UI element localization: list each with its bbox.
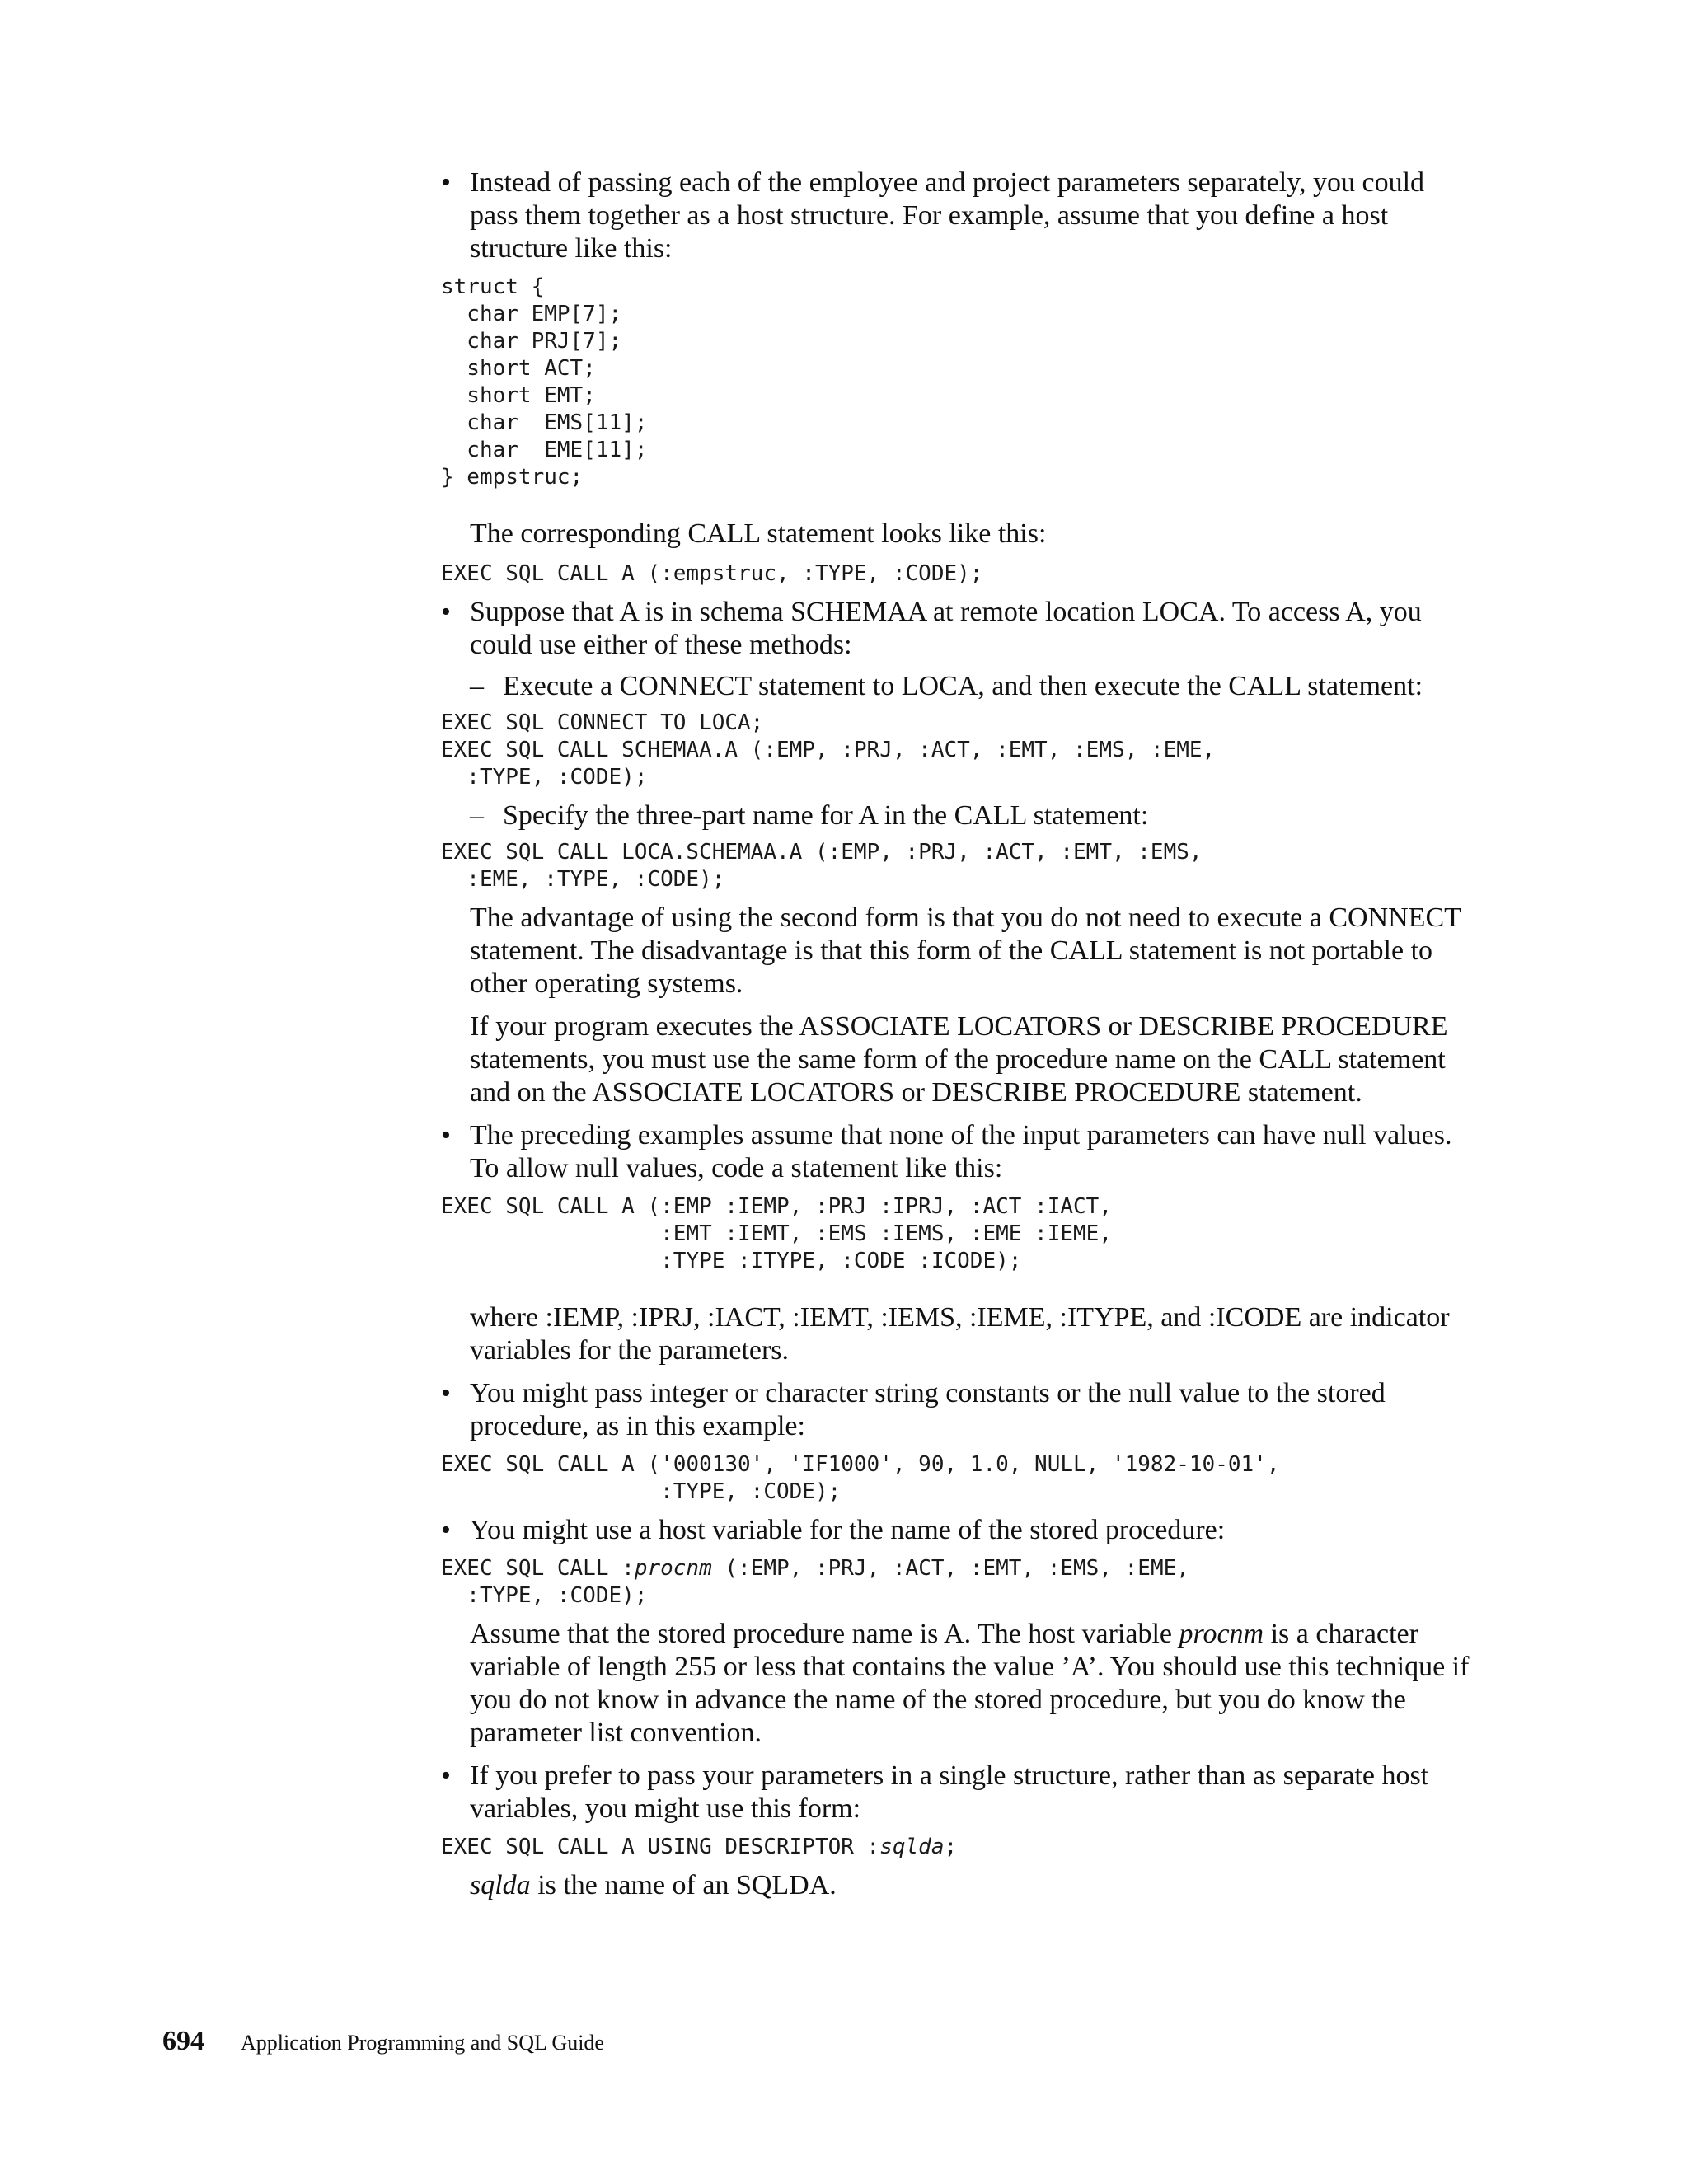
- bullet-item: [441, 166, 1479, 265]
- code-variable: procnm: [634, 1556, 712, 1581]
- bullet-item: [441, 1119, 1479, 1185]
- bullet-mark: •: [441, 1120, 451, 1151]
- bullet-text: Instead of passing each of the employee and project parameters separately, you could pass them together as a host structure. For example, assume that you define a host structure like this:: [470, 167, 1425, 264]
- dash-item: [470, 670, 1479, 703]
- bullet-mark: •: [441, 1378, 451, 1408]
- dash-mark: –: [470, 800, 484, 831]
- bullet-text: You might use a host variable for the name of the stored procedure:: [470, 1515, 1226, 1545]
- italic-term: sqlda: [470, 1870, 531, 1900]
- bullet-mark: •: [441, 597, 451, 627]
- bullet-text: You might pass integer or character string constants or the null value to the stored procedure, as in this example:: [470, 1378, 1386, 1441]
- bullet-mark: •: [441, 1760, 451, 1791]
- code-block: EXEC SQL CALL A (:EMP :IEMP, :PRJ :IPRJ, :ACT :IACT, :EMT :IEMT, :EMS :IEMS, :EME :IEME, :TYPE :ITYPE, :CODE :ICODE);: [441, 1194, 1112, 1273]
- text-segment: is a character variable of length 255 or less that contains the value ’A’. You should use this technique if you do not know in advance the name of the stored procedure, but you do know the parameter list convention.: [470, 1619, 1470, 1748]
- bullet-item: [441, 1760, 1479, 1825]
- page-footer: [162, 2026, 904, 2062]
- paragraph: The advantage of using the second form is that you do not need to execute a CONNECT statement. The disadvantage is that this form of the CALL statement is not portable to other operating systems.: [470, 902, 1461, 999]
- dash-mark: –: [470, 671, 484, 701]
- paragraph: [441, 1618, 1479, 1750]
- bullet-text: If you prefer to pass your parameters in a single structure, rather than as separate host variables, you might use this form:: [470, 1760, 1429, 1824]
- code-block: EXEC SQL CALL A ('000130', 'IF1000', 90, 1.0, NULL, '1982-10-01', :TYPE, :CODE);: [441, 1452, 1280, 1504]
- code-block: EXEC SQL CALL A (:empstruc, :TYPE, :CODE);: [441, 561, 983, 586]
- code-block: EXEC SQL CALL LOCA.SCHEMAA.A (:EMP, :PRJ, :ACT, :EMT, :EMS, :EME, :TYPE, :CODE);: [441, 840, 1203, 892]
- paragraph: If your program executes the ASSOCIATE LOCATORS or DESCRIBE PROCEDURE statements, you must use the same form of the procedure name on the CALL statement and on the ASSOCIATE LOCATORS or DESCRIBE PROCEDURE statement.: [470, 1011, 1448, 1108]
- dash-text: Specify the three-part name for A in the CALL statement:: [503, 800, 1149, 831]
- dash-item: [470, 799, 1479, 832]
- page-content: [441, 166, 1479, 1912]
- bullet-mark: •: [441, 1515, 451, 1545]
- page-number: 694: [162, 2026, 204, 2056]
- paragraph: [441, 1869, 1479, 1902]
- text-segment: is the name of an SQLDA.: [530, 1870, 837, 1900]
- bullet-text: The preceding examples assume that none of the input parameters can have null values. To allow null values, code a statement like this:: [470, 1120, 1452, 1183]
- dash-text: Execute a CONNECT statement to LOCA, and then execute the CALL statement:: [503, 671, 1423, 701]
- code-block: EXEC SQL CONNECT TO LOCA; EXEC SQL CALL SCHEMAA.A (:EMP, :PRJ, :ACT, :EMT, :EMS, :EME, :TYPE, :CODE);: [441, 710, 1216, 790]
- code-block: [441, 1834, 1479, 1861]
- bullet-item: [441, 596, 1479, 662]
- bullet-text: Suppose that A is in schema SCHEMAA at remote location LOCA. To access A, you could use either of these methods:: [470, 597, 1422, 660]
- paragraph: where :IEMP, :IPRJ, :IACT, :IEMT, :IEMS, :IEME, :ITYPE, and :ICODE are indicator variables for the parameters.: [470, 1302, 1450, 1366]
- code-segment: EXEC SQL CALL A USING DESCRIPTOR :: [441, 1835, 880, 1859]
- italic-term: procnm: [1179, 1619, 1264, 1649]
- bullet-item: [441, 1514, 1479, 1547]
- code-block: [441, 1555, 1479, 1610]
- code-block: struct { char EMP[7]; char PRJ[7]; short ACT; short EMT; char EMS[11]; char EME[11]; } empstruc;: [441, 274, 648, 490]
- text-segment: Assume that the stored procedure name is A. The host variable: [470, 1619, 1179, 1649]
- bullet-item: [441, 1377, 1479, 1443]
- paragraph: The corresponding CALL statement looks like this:: [470, 518, 1047, 549]
- code-segment: EXEC SQL CALL :: [441, 1556, 635, 1581]
- code-segment: (:EMP, :PRJ, :ACT, :EMT, :EMS, :EME, :TYPE, :CODE);: [467, 1556, 1189, 1608]
- bullet-mark: •: [441, 167, 451, 198]
- code-segment: ;: [944, 1835, 958, 1859]
- code-variable: sqlda: [879, 1835, 945, 1859]
- book-title: Application Programming and SQL Guide: [241, 2031, 604, 2055]
